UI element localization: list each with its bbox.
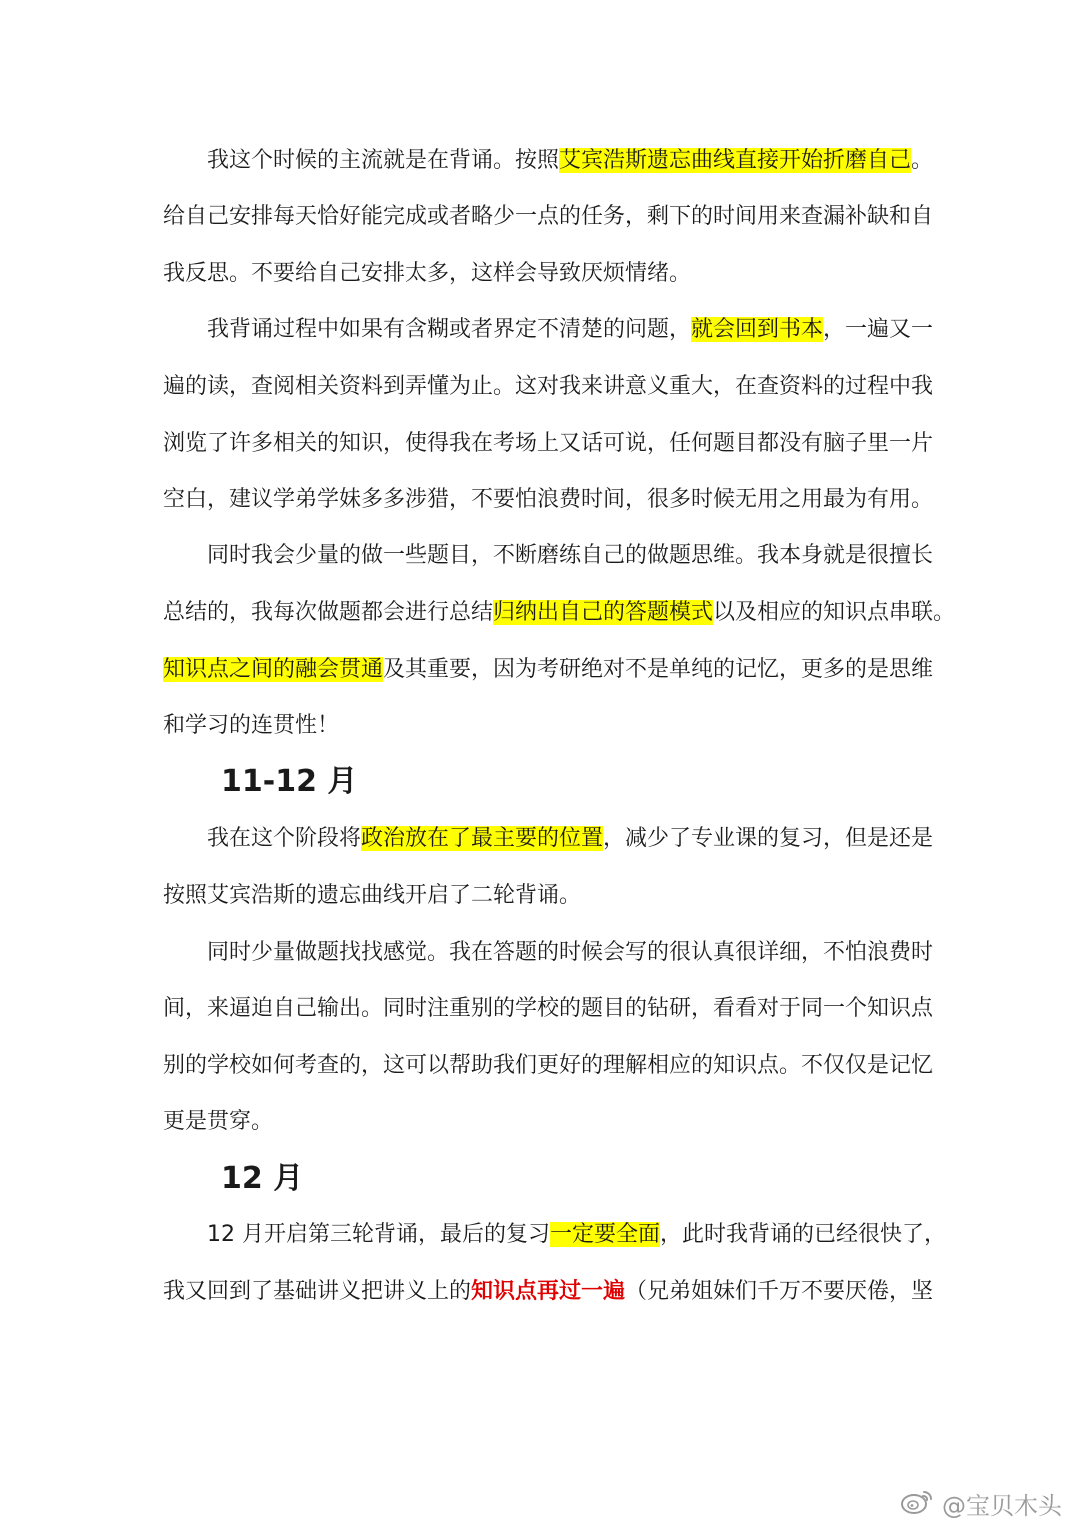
text: 我在这个阶段将 xyxy=(207,826,362,851)
paragraph-3-line-2 xyxy=(163,595,956,631)
text: ，此时我背诵的已经很快了， xyxy=(660,1222,947,1247)
paragraph-1-line-1 xyxy=(163,143,934,179)
text: 我背诵过程中如果有含糊或者界定不清楚的问题， xyxy=(207,317,692,342)
highlighted-text: 政治放在了最主要的位置 xyxy=(361,826,604,851)
highlighted-text: 归纳出自己的答题模式 xyxy=(493,600,714,625)
weibo-icon xyxy=(900,1487,934,1521)
paragraph-4-line-2: 按照艾宾浩斯的遗忘曲线开启了二轮背诵。 xyxy=(163,883,582,908)
paragraph-5-line-1: 同时少量做题找找感觉。我在答题的时候会写的很认真很详细，不怕浪费时 xyxy=(207,940,934,965)
paragraph-2-line-2: 遍的读，查阅相关资料到弄懂为止。这对我来讲意义重大，在查资料的过程中我 xyxy=(163,374,934,399)
paragraph-5-line-2: 间，来逼迫自己输出。同时注重别的学校的题目的钻研，看看对于同一个知识点 xyxy=(163,996,934,1021)
section-heading-dec: 12 月 xyxy=(221,1161,304,1196)
section-heading-nov-dec: 11-12 月 xyxy=(221,764,358,799)
text: （兄弟姐妹们千万不要厌倦，坚 xyxy=(625,1279,934,1304)
red-emphasis-text: 知识点再过一遍 xyxy=(471,1279,626,1304)
paragraph-3-line-3 xyxy=(163,652,934,688)
paragraph-6-line-1 xyxy=(163,1217,947,1253)
paragraph-2-line-3: 浏览了许多相关的知识，使得我在考场上又话可说，任何题目都没有脑子里一片 xyxy=(163,431,934,456)
paragraph-4-line-1 xyxy=(163,821,934,857)
text: 及其重要，因为考研绝对不是单纯的记忆，更多的是思维 xyxy=(383,657,934,682)
text: 。 xyxy=(911,148,934,173)
paragraph-5-line-3: 别的学校如何考查的，这可以帮助我们更好的理解相应的知识点。不仅仅是记忆 xyxy=(163,1053,934,1078)
paragraph-1-line-3: 我反思。不要给自己安排太多，这样会导致厌烦情绪。 xyxy=(163,261,692,286)
paragraph-3-line-4: 和学习的连贯性！ xyxy=(163,713,340,738)
paragraph-2-line-1 xyxy=(163,312,934,348)
paragraph-2-line-4: 空白，建议学弟学妹多多涉猎，不要怕浪费时间，很多时候无用之用最为有用。 xyxy=(163,487,934,512)
highlighted-text: 艾宾浩斯遗忘曲线直接开始折磨自己 xyxy=(559,148,912,173)
text: 总结的，我每次做题都会进行总结 xyxy=(163,600,494,625)
paragraph-6-line-2 xyxy=(163,1274,934,1310)
watermark xyxy=(900,1486,1062,1521)
text: ，一遍又一 xyxy=(823,317,934,342)
highlighted-text: 一定要全面 xyxy=(550,1222,661,1247)
text: 我这个时候的主流就是在背诵。按照 xyxy=(207,148,560,173)
text: 12 月开启第三轮背诵，最后的复习 xyxy=(207,1222,550,1247)
paragraph-5-line-4: 更是贯穿。 xyxy=(163,1109,274,1134)
text: 以及相应的知识点串联。 xyxy=(713,600,956,625)
watermark-text: @宝贝木头 xyxy=(942,1492,1062,1520)
text: 我又回到了基础讲义把讲义上的 xyxy=(163,1279,472,1304)
text: ，减少了专业课的复习，但是还是 xyxy=(603,826,934,851)
highlighted-text: 知识点之间的融会贯通 xyxy=(163,657,384,682)
paragraph-1-line-2: 给自己安排每天恰好能完成或者略少一点的任务，剩下的时间用来查漏补缺和自 xyxy=(163,204,934,229)
paragraph-3-line-1: 同时我会少量的做一些题目，不断磨练自己的做题思维。我本身就是很擅长 xyxy=(207,543,934,568)
highlighted-text: 就会回到书本 xyxy=(691,317,824,342)
